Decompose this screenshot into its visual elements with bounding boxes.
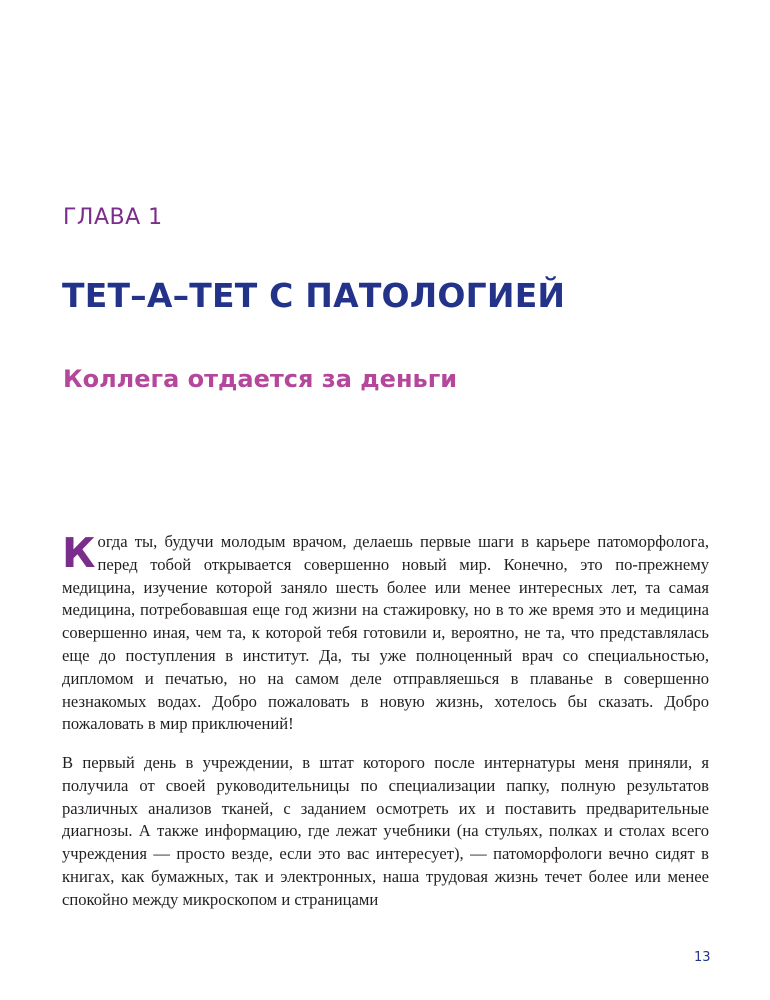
paragraph-1-text: огда ты, будучи молодым врачом, делаешь первые шаги в карьере патоморфолога, перед тобой открывается совершенно новый мир. Конечно, это по-прежнему медицина, изучение которой заняло шесть более или менее интересных лет, та самая медицина, потребовавшая еще год жизни на стажировку, но в то же время это и медицина совершенно иная, чем та, к которой тебя готовили и, вероятно, не та, что представлялась еще до поступления в институт. Да, ты уже полноценный врач со специальностью, дипломом и печатью, но на самом деле отправляешься в плаванье в совершенно незнакомых водах. Добро пожаловать в новую жизнь, хотелось бы сказать. Добро пожаловать в мир приключений! bbox=[62, 532, 709, 734]
paragraph-2-text: В первый день в учреждении, в штат которого после интернатуры меня приняли, я получила от своей руководительницы по специализации папку, полную результатов различных анализов тканей, с заданием осмотреть их и поставить предварительные диагнозы. А также информацию, где лежат учебники (на стульях, полках и столах всего учреждения — просто везде, если это вас интересует), — патоморфологи вечно сидят в книгах, как бумажных, так и электронных, наша трудовая жизнь течет более или менее спокойно между микроскопом и страницами bbox=[62, 753, 709, 909]
chapter-label: ГЛАВА 1 bbox=[63, 205, 163, 230]
chapter-title: ТЕТ–А–ТЕТ С ПАТОЛОГИЕЙ bbox=[62, 276, 566, 315]
page-number: 13 bbox=[694, 950, 711, 965]
body-paragraph-2 bbox=[62, 752, 709, 930]
drop-cap-letter: К bbox=[62, 529, 96, 577]
body-paragraph-1 bbox=[62, 531, 709, 736]
section-title: Коллега отдается за деньги bbox=[63, 365, 458, 393]
